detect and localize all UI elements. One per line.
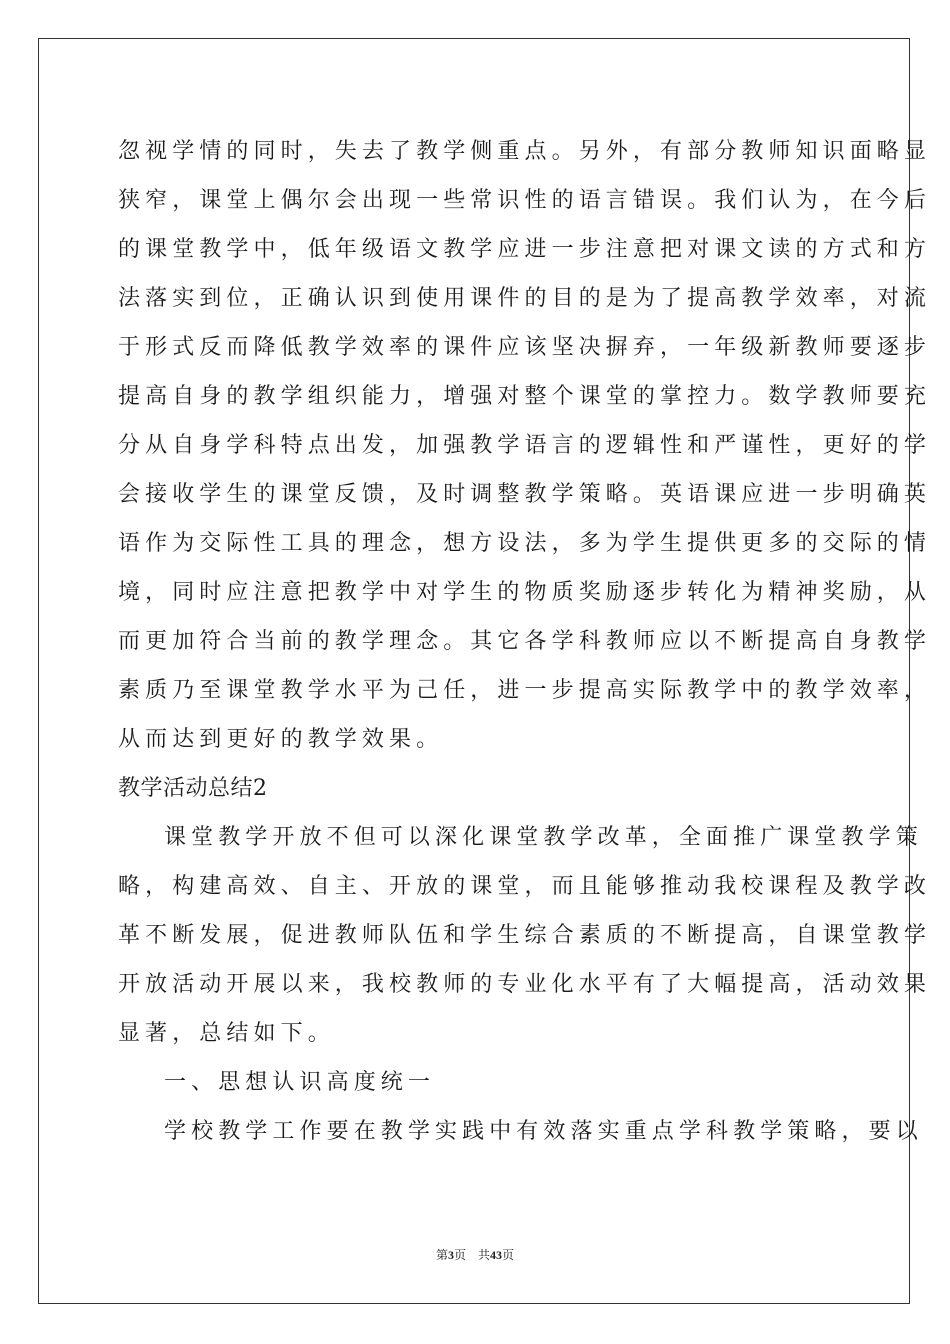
paragraph-line: 分从自身学科特点出发，加强教学语言的逻辑性和严谨性，更好的学 <box>118 433 932 458</box>
footer-total-prefix: 共 <box>478 1248 491 1262</box>
paragraph-line: 略，构建高效、自主、开放的课堂，而且能够推动我校课程及教学改 <box>118 874 932 899</box>
page-footer <box>0 1246 950 1263</box>
paragraph-line: 素质乃至课堂教学水平为己任，进一步提高实际教学中的教学效率， <box>118 678 932 703</box>
document-body <box>118 127 932 1156</box>
footer-page-prefix: 第 <box>435 1248 448 1262</box>
paragraph-line: 的课堂教学中，低年级语文教学应进一步注意把对课文读的方式和方 <box>118 237 932 262</box>
section-title: 教学活动总结2 <box>118 776 268 801</box>
paragraph-line: 法落实到位，正确认识到使用课件的目的是为了提高教学效率，对流 <box>118 286 932 311</box>
footer-page-suffix: 页 <box>453 1248 466 1262</box>
paragraph-line: 而更加符合当前的教学理念。其它各学科教师应以不断提高自身教学 <box>118 629 932 654</box>
paragraph-line: 提高自身的教学组织能力，增强对整个课堂的掌控力。数学教师要充 <box>118 384 932 409</box>
subheading: 一、思想认识高度统一 <box>164 1070 436 1095</box>
paragraph-line: 开放活动开展以来，我校教师的专业化水平有了大幅提高，活动效果 <box>118 972 932 997</box>
paragraph-line: 课堂教学开放不但可以深化课堂教学改革，全面推广课堂教学策 <box>164 825 923 850</box>
paragraph-line: 显著，总结如下。 <box>118 1021 335 1046</box>
footer-total-pages: 43 <box>490 1248 503 1262</box>
paragraph-line: 革不断发展，促进教师队伍和学生综合素质的不断提高，自课堂教学 <box>118 923 932 948</box>
footer-total-suffix: 页 <box>502 1248 515 1262</box>
paragraph-line: 狭窄，课堂上偶尔会出现一些常识性的语言错误。我们认为，在今后 <box>118 188 932 213</box>
paragraph-line: 会接收学生的课堂反馈，及时调整教学策略。英语课应进一步明确英 <box>118 482 932 507</box>
footer-page-number: 3 <box>447 1248 454 1262</box>
paragraph-line: 从而达到更好的教学效果。 <box>118 727 444 752</box>
paragraph-line: 于形式反而降低教学效率的课件应该坚决摒弃，一年级新教师要逐步 <box>118 335 932 360</box>
paragraph-line: 忽视学情的同时，失去了教学侧重点。另外，有部分教师知识面略显 <box>118 139 932 164</box>
paragraph-line: 学校教学工作要在教学实践中有效落实重点学科教学策略，要以 <box>164 1119 923 1144</box>
paragraph-line: 语作为交际性工具的理念，想方设法，多为学生提供更多的交际的情 <box>118 531 932 556</box>
paragraph-line: 境，同时应注意把教学中对学生的物质奖励逐步转化为精神奖励，从 <box>118 580 932 605</box>
